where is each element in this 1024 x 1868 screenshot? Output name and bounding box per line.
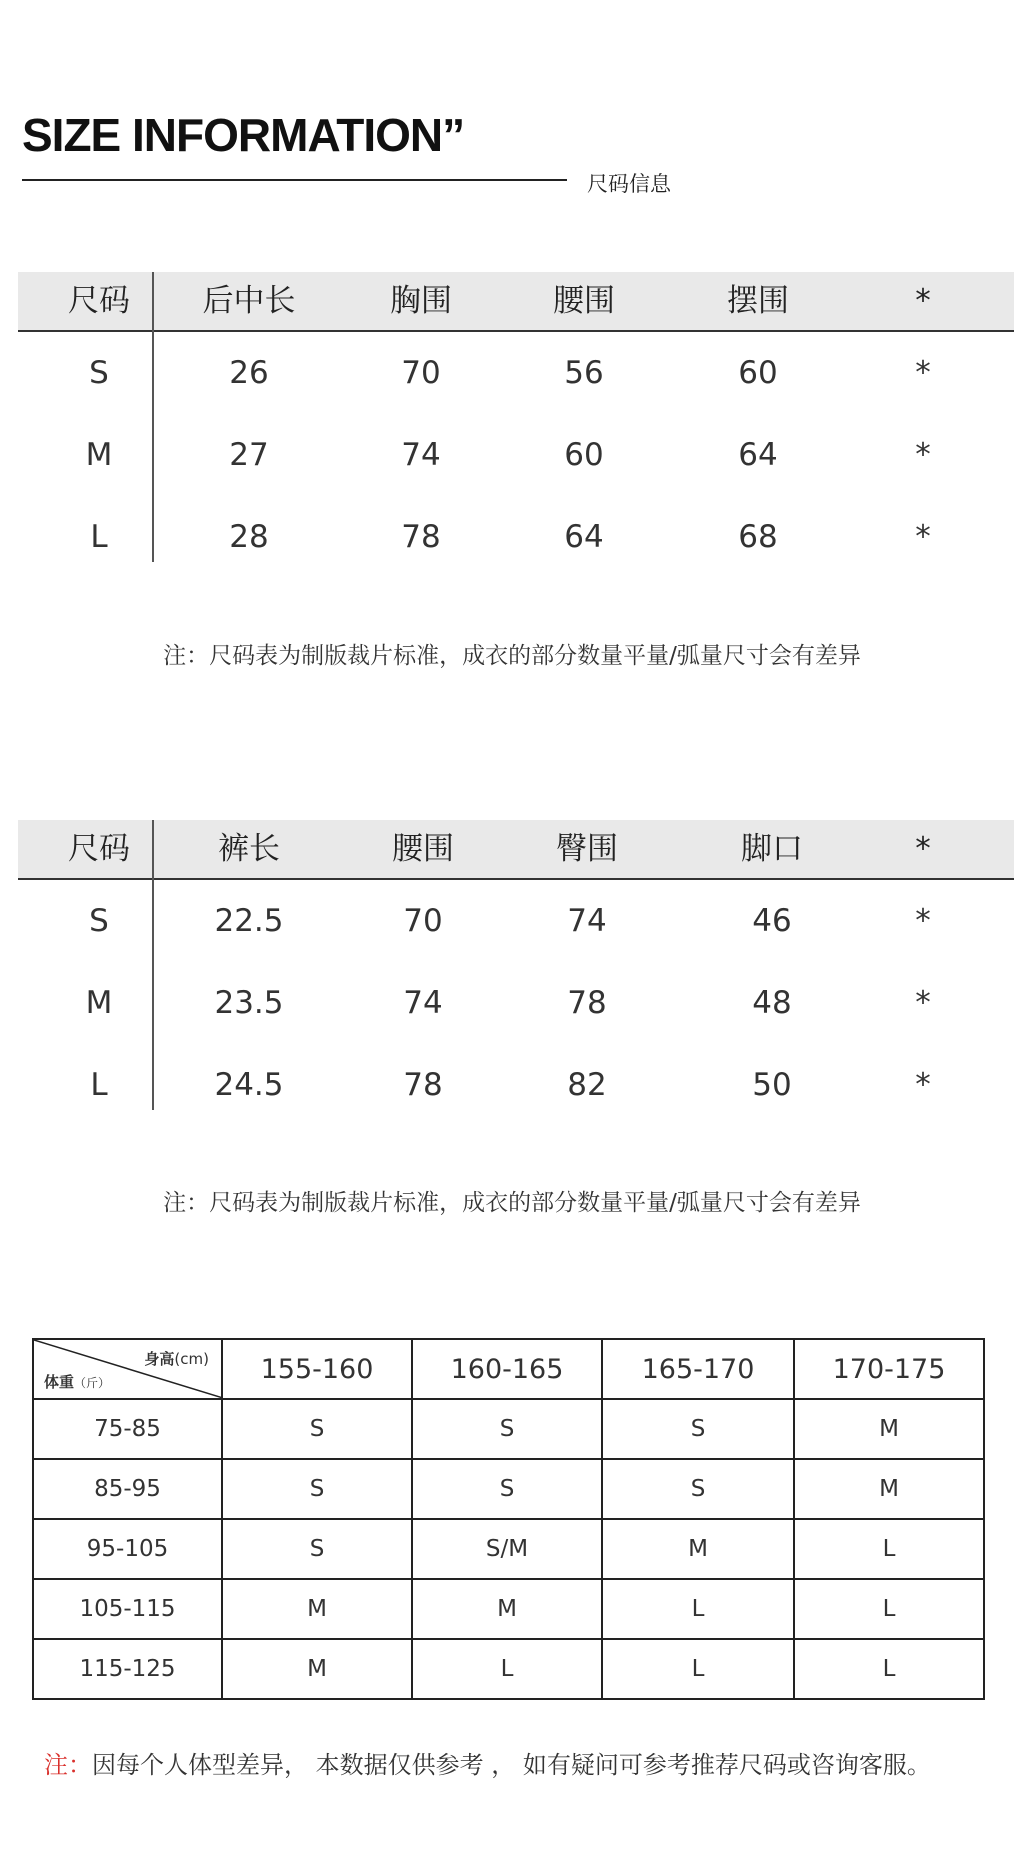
height-unit: (cm) [174,1350,209,1368]
height-header: 170-175 [794,1339,984,1399]
value-cell: 78 [403,1067,443,1103]
value-cell: 78 [401,519,441,555]
weight-cell: 105-115 [33,1579,222,1639]
height-label: 身高 [144,1350,175,1368]
size-cell: L [90,519,108,555]
weight-unit: （斤） [74,1376,111,1390]
top-table-note: 注：尺码表为制版裁片标准，成衣的部分数量平量/弧量尺寸会有差异 [163,643,861,669]
size-recommendation-table [32,1338,985,1700]
size-cell: M [602,1519,794,1579]
value-cell: 78 [567,985,607,1021]
value-cell: 74 [567,903,607,939]
size-cell: S/M [412,1519,602,1579]
top-header-size: 尺码 [68,283,130,319]
value-cell: * [915,519,931,555]
value-cell: 70 [401,355,441,391]
height-header: 165-170 [602,1339,794,1399]
table-row [18,332,1014,414]
value-cell: 56 [564,355,604,391]
weight-cell: 115-125 [33,1639,222,1699]
value-cell: 82 [567,1067,607,1103]
size-cell: L [794,1519,984,1579]
weight-cell: 85-95 [33,1459,222,1519]
size-cell: M [412,1579,602,1639]
footnote [44,1745,931,1780]
size-cell: L [602,1579,794,1639]
bottom-header-hip: 臀围 [556,831,618,867]
value-cell: 46 [752,903,792,939]
size-cell: S [412,1459,602,1519]
value-cell: 74 [401,437,441,473]
top-header-hem: 摆围 [727,283,789,319]
bottom-header-size: 尺码 [68,831,130,867]
weight-cell: 95-105 [33,1519,222,1579]
size-cell: M [222,1579,412,1639]
table-row [18,496,1014,578]
top-header-extra: * [915,283,931,319]
value-cell: 24.5 [214,1067,284,1103]
table-row [18,1044,1014,1126]
bottom-table-note: 注：尺码表为制版裁片标准，成衣的部分数量平量/弧量尺寸会有差异 [163,1190,861,1216]
size-cell: L [794,1639,984,1699]
bottom-header-waist: 腰围 [392,831,454,867]
top-header-waist: 腰围 [553,283,615,319]
size-cell: S [222,1519,412,1579]
value-cell: 23.5 [214,985,284,1021]
value-cell: 70 [403,903,443,939]
height-header: 155-160 [222,1339,412,1399]
table-row [18,414,1014,496]
bottom-header-pants-length: 裤长 [218,831,280,867]
value-cell: 64 [564,519,604,555]
table-row [33,1519,984,1579]
column-divider [152,272,154,562]
height-header: 160-165 [412,1339,602,1399]
value-cell: 68 [738,519,778,555]
top-table-header [18,272,1014,332]
table-row [33,1579,984,1639]
weight-label: 体重 [44,1373,75,1391]
value-cell: 60 [738,355,778,391]
size-cell: L [90,1067,108,1103]
value-cell: * [915,1067,931,1103]
size-cell: L [794,1579,984,1639]
size-cell: M [794,1399,984,1459]
value-cell: * [915,437,931,473]
size-cell: S [602,1399,794,1459]
value-cell: * [915,985,931,1021]
value-cell: 48 [752,985,792,1021]
value-cell: 27 [229,437,269,473]
table-row [33,1639,984,1699]
size-cell: M [85,985,113,1021]
table-row [18,880,1014,962]
size-cell: M [794,1459,984,1519]
value-cell: 50 [752,1067,792,1103]
size-cell: L [412,1639,602,1699]
table-row [33,1399,984,1459]
top-header-chest: 胸围 [390,283,452,319]
size-cell: S [89,903,109,939]
value-cell: 74 [403,985,443,1021]
size-cell: S [602,1459,794,1519]
title-underline [22,179,567,181]
bottom-header-extra: * [915,831,931,867]
size-cell: S [89,355,109,391]
size-cell: S [412,1399,602,1459]
value-cell: 22.5 [214,903,284,939]
value-cell: * [915,355,931,391]
table-header-row [33,1339,984,1399]
table-row [18,962,1014,1044]
size-cell: S [222,1399,412,1459]
top-size-table [18,272,1014,578]
size-cell: M [222,1639,412,1699]
weight-axis-label [44,1371,110,1392]
column-divider [152,820,154,1110]
value-cell: * [915,903,931,939]
size-cell: M [85,437,113,473]
table-row [33,1459,984,1519]
footnote-label: 注： [44,1751,92,1779]
value-cell: 28 [229,519,269,555]
value-cell: 60 [564,437,604,473]
weight-cell: 75-85 [33,1399,222,1459]
bottom-size-table [18,820,1014,1126]
value-cell: 26 [229,355,269,391]
corner-cell [33,1339,222,1399]
top-header-back-length: 后中长 [202,283,296,319]
size-cell: L [602,1639,794,1699]
footnote-text: 因每个人体型差异， 本数据仅供参考 ， 如有疑问可参考推荐尺码或咨询客服。 [92,1751,931,1779]
bottom-table-header [18,820,1014,880]
page-title: SIZE INFORMATION” [22,109,465,161]
page-subtitle: 尺码信息 [587,172,671,196]
height-axis-label [144,1348,209,1369]
value-cell: 64 [738,437,778,473]
bottom-header-leg-opening: 脚口 [741,831,803,867]
size-cell: S [222,1459,412,1519]
